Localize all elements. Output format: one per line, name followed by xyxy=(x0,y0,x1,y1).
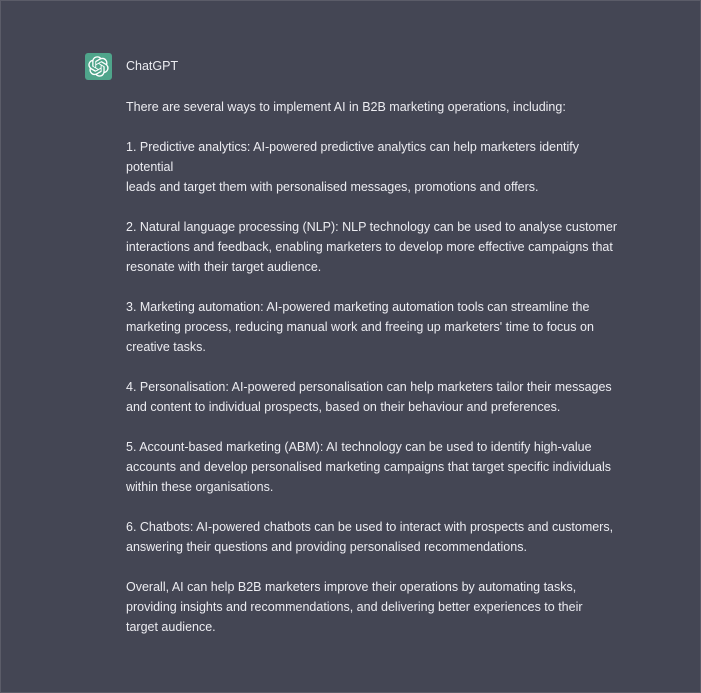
text-line: 1. Predictive analytics: AI-powered predictive analytics can help marketers identify potential xyxy=(126,140,579,174)
chatgpt-avatar xyxy=(85,53,112,80)
text-line: accounts and develop personalised marketing campaigns that target specific individuals xyxy=(126,460,612,474)
text-line: and content to individual prospects, based on their behaviour and preferences. xyxy=(126,400,561,414)
message-body xyxy=(126,97,626,637)
text-line: Overall, AI can help B2B marketers improve their operations by automating tasks, xyxy=(126,580,577,594)
text-line: answering their questions and providing personalised recommendations. xyxy=(126,540,527,554)
text-line: resonate with their target audience. xyxy=(126,260,322,274)
sender-name: ChatGPT xyxy=(126,59,179,73)
text-line: target audience. xyxy=(126,620,216,634)
list-item-nlp xyxy=(126,217,626,277)
list-item-predictive-analytics xyxy=(126,137,626,197)
text-line: providing insights and recommendations, and delivering better experiences to their xyxy=(126,600,583,614)
intro-paragraph xyxy=(126,97,626,117)
text-line: leads and target them with personalised messages, promotions and offers. xyxy=(126,180,539,194)
text-line: 5. Account-based marketing (ABM): AI technology can be used to identify high-value xyxy=(126,440,592,454)
openai-logo-icon xyxy=(88,56,109,77)
text-line: 2. Natural language processing (NLP): NLP technology can be used to analyse customer xyxy=(126,220,618,234)
text-line: within these organisations. xyxy=(126,480,274,494)
text-line: 4. Personalisation: AI-powered personalisation can help marketers tailor their messages xyxy=(126,380,612,394)
list-item-personalisation xyxy=(126,377,626,417)
text-line: There are several ways to implement AI in B2B marketing operations, including: xyxy=(126,100,566,114)
list-item-abm xyxy=(126,437,626,497)
text-line: interactions and feedback, enabling marketers to develop more effective campaigns that xyxy=(126,240,613,254)
text-line: 6. Chatbots: AI-powered chatbots can be used to interact with prospects and customers, xyxy=(126,520,614,534)
text-line: 3. Marketing automation: AI-powered marketing automation tools can streamline the xyxy=(126,300,590,314)
text-line: marketing process, reducing manual work and freeing up marketers' time to focus on xyxy=(126,320,594,334)
conclusion-paragraph xyxy=(126,577,626,637)
list-item-chatbots xyxy=(126,517,626,557)
list-item-marketing-automation xyxy=(126,297,626,357)
text-line: creative tasks. xyxy=(126,340,206,354)
